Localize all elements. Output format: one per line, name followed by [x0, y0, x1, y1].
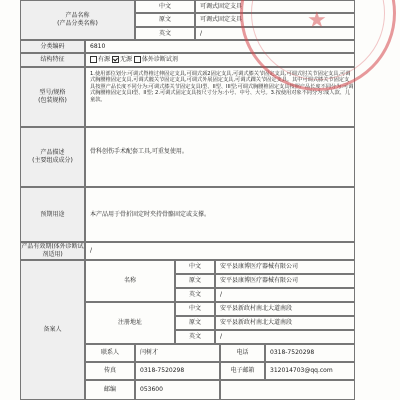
structure-option-active-text: 有源 [98, 56, 111, 63]
fax-label: 传真 [85, 362, 135, 380]
model-spec-label: 型号/规格 (包装规格) [20, 67, 85, 127]
email-value: 312014703@qq.com [265, 362, 355, 380]
phone-label: 电话 [220, 344, 265, 362]
product-name-en-label: 英文 [135, 27, 195, 40]
class-code-value: 6810 [85, 40, 355, 53]
fax-value: 0318-7520298 [135, 362, 220, 380]
intended-use-label: 预期用途 [20, 187, 85, 242]
phone-value: 0318-7520298 [265, 344, 355, 362]
product-name-cn-label: 中文 [135, 0, 195, 13]
structure-option-ivd-text: 体外诊断试剂 [141, 56, 178, 63]
structure-options [85, 53, 355, 67]
checkbox-active[interactable] [90, 56, 97, 63]
star-icon: ★ [307, 8, 327, 33]
filer-addr-orig-label: 原文 [175, 316, 215, 330]
structure-label: 结构特征 [20, 53, 85, 67]
validity-label: 产品有效期(体外诊断试剂适用) [21, 243, 84, 258]
contact-label: 联系人 [85, 344, 135, 362]
filer-name-label: 名称 [85, 260, 175, 302]
checkbox-passive[interactable] [112, 56, 119, 63]
filer-address-label: 注册地址 [85, 302, 175, 344]
product-name-cn-value: 可调式固定支具 [195, 0, 355, 13]
class-code-label: 分类编码 [20, 40, 85, 53]
product-name-orig-value: 可调式固定支具 [195, 13, 355, 27]
checkbox-ivd[interactable] [134, 56, 141, 63]
email-label: 电子邮箱 [220, 362, 265, 380]
filer-en-label: 英文 [175, 288, 215, 302]
product-name-en-value: / [195, 27, 355, 40]
zip-row-filler [220, 380, 355, 400]
filer-cn-label: 中文 [175, 260, 215, 274]
structure-option-ivd[interactable] [134, 56, 178, 64]
filer-addr-en-value: / [215, 330, 355, 344]
product-name-orig-label: 原文 [135, 13, 195, 27]
filer-addr-orig-value: 安平县新政村南北大道南段 [215, 316, 355, 330]
product-name-label: 产品名称 (产品分类名称) [20, 0, 135, 40]
filer-orig-value: 安平县康博医疗器械有限公司 [215, 274, 355, 288]
structure-option-passive[interactable] [112, 56, 132, 64]
structure-option-passive-text: 无源 [119, 56, 132, 63]
filer-orig-label: 原文 [175, 274, 215, 288]
filer-addr-cn-label: 中文 [175, 302, 215, 316]
contact-value: 闫树才 [135, 344, 220, 362]
filer-en-value: / [215, 288, 355, 302]
filer-addr-cn-value: 安平县新政村南北大道南段 [215, 302, 355, 316]
filer-label: 备案人 [20, 260, 85, 400]
model-spec-text: 1.使用部位划分:可调式脊椎过伸固定支具,可调式颈2固定支具,可调式膝关节固定支具,可调式肘关节固定支具,可调式胸腰椎固定支具,可调式髋关节固定支具,可调式外展固定支具,可调式踝关节固定支具。其中可调式膝关节固定支具按照产品长度不同分为:可调式膝关节固定支具I型、II型、III型;可调式胸腰椎固定支具按照产品长度不同分为:可调式胸腰椎固定支具I型、II型; 2.可调式固定支具按尺寸分为:小号、中号、大号。3.按使用对象不同分为:成人款、儿童款。 [85, 67, 355, 127]
description-label: 产品描述 (主要组成成分) [20, 127, 85, 187]
zip-value: 053600 [135, 380, 220, 400]
filer-addr-en-label: 英文 [175, 330, 215, 344]
validity-value: / [85, 242, 355, 260]
zip-label: 邮编 [85, 380, 135, 400]
description-text: 骨科创伤手术配套工具,可重复使用。 [85, 127, 355, 187]
intended-use-text: 本产品用于骨折固定时夹持骨骼固定或支撑。 [85, 187, 355, 242]
filer-cn-value: 安平县康博医疗器械有限公司 [215, 260, 355, 274]
structure-option-active[interactable] [90, 56, 110, 64]
